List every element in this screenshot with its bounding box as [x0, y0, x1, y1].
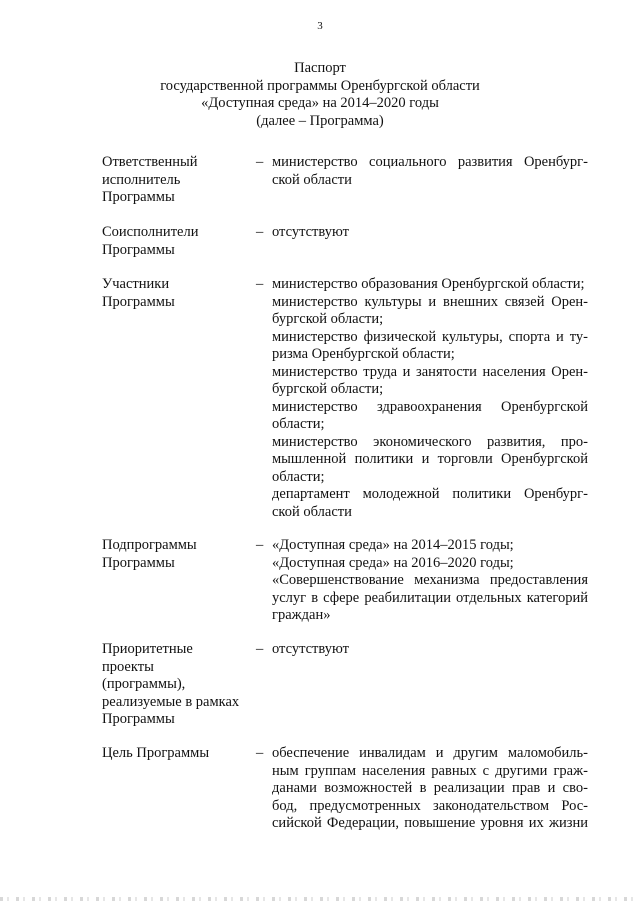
word: политики: [452, 486, 512, 502]
word: Оренбургской: [501, 451, 588, 467]
word: политики: [354, 451, 414, 467]
word: министерство: [272, 363, 358, 380]
word: физической: [363, 328, 437, 345]
value-line: бургской области;: [272, 311, 384, 327]
word: культуры,: [442, 328, 503, 345]
word: отдельных: [456, 589, 522, 606]
word: с: [482, 762, 490, 779]
value-line: «Доступная среда» на 2016–2020 годы;: [272, 554, 514, 571]
scan-artifact-line: [0, 897, 640, 901]
dash-separator: –: [256, 537, 264, 553]
value-line: [272, 745, 588, 763]
row-value: [272, 276, 588, 521]
word: занятости: [416, 363, 477, 380]
label-line: реализуемые в рамках: [102, 693, 240, 710]
title-line: «Доступная среда» на 2014–2020 годы: [201, 95, 439, 111]
word: ту-: [569, 328, 588, 345]
value-line: [272, 329, 588, 347]
dash-separator: –: [256, 745, 264, 761]
word: департамент: [272, 486, 350, 502]
value-line: отсутствуют: [272, 641, 349, 657]
word: инвалидам: [359, 745, 426, 761]
word: культуры: [364, 293, 422, 310]
title-line: государственной программы Оренбургской области: [160, 77, 480, 94]
word: бод,: [272, 797, 298, 814]
word: прав: [511, 780, 541, 796]
label-line: Подпрограммы: [102, 537, 197, 553]
word: и: [556, 328, 564, 345]
word: данами: [272, 780, 317, 796]
label-line: Соисполнители: [102, 224, 199, 240]
label-line: Программы: [102, 711, 175, 727]
label-line: Приоритетные: [102, 641, 193, 657]
word: маломобиль-: [507, 745, 588, 761]
dash-separator: –: [256, 276, 264, 292]
word: Орен-: [551, 363, 588, 380]
word: повышение: [404, 815, 476, 831]
word: развития: [457, 154, 513, 170]
word: министерство: [272, 328, 358, 345]
word: возможностей: [324, 780, 413, 796]
word: социального: [369, 154, 447, 170]
word: про-: [560, 433, 588, 450]
value-line: [272, 798, 588, 816]
word: предоставления: [489, 572, 588, 588]
value-line: [272, 434, 588, 452]
word: Рос-: [561, 797, 588, 814]
word: населения: [362, 762, 426, 779]
word: сво-: [562, 780, 588, 796]
row-value: [272, 154, 588, 189]
word: другими: [495, 762, 548, 779]
word: жизни: [548, 815, 588, 831]
word: здравоохранения: [376, 398, 482, 415]
word: сфере: [323, 589, 360, 606]
word: труда: [363, 363, 398, 380]
value-line: ской области: [272, 171, 352, 188]
value-line: [272, 590, 588, 608]
word: министерство: [272, 154, 358, 170]
value-line: бургской области;: [272, 381, 384, 397]
word: их: [528, 815, 544, 831]
label-line: Программы: [102, 241, 175, 258]
word: населения: [482, 363, 546, 380]
word: и: [435, 745, 444, 761]
word: министерство: [272, 433, 358, 450]
value-line: области;: [272, 468, 325, 485]
word: услуг: [272, 589, 307, 606]
row-value: [272, 224, 588, 242]
label-line: Ответственный: [102, 154, 198, 170]
word: Федерации,: [326, 815, 400, 831]
value-line: [272, 815, 588, 833]
word: мышленной: [272, 451, 347, 467]
word: предусмотренных: [309, 797, 421, 814]
word: Оренбург-: [523, 154, 588, 170]
word: и: [421, 451, 430, 467]
word: в: [419, 780, 427, 796]
word: равных: [431, 762, 477, 779]
row-value: [272, 641, 588, 659]
word: спорта: [508, 328, 551, 345]
word: Орен-: [551, 293, 588, 310]
word: Оренбургской: [501, 398, 588, 415]
word: молодежной: [362, 486, 440, 502]
value-line: области;: [272, 416, 325, 432]
row-label: [102, 276, 250, 311]
word: и: [547, 780, 556, 796]
value-line: ской области: [272, 503, 352, 520]
word: в: [311, 589, 319, 606]
label-line: исполнитель: [102, 171, 181, 188]
word: обеспечение: [272, 745, 350, 761]
word: развития,: [487, 433, 546, 450]
row-value: [272, 745, 588, 833]
word: и: [402, 363, 411, 380]
title-line: Паспорт: [294, 60, 346, 76]
value-line: [272, 763, 588, 781]
label-line: проекты: [102, 658, 154, 675]
word: министерство: [272, 398, 358, 415]
label-line: Программы: [102, 554, 175, 571]
value-line: [272, 780, 588, 798]
word: ным: [272, 762, 299, 779]
word: другим: [453, 745, 498, 761]
value-line: [272, 294, 588, 312]
row-label: [102, 745, 250, 763]
row-value: [272, 537, 588, 625]
value-line: граждан»: [272, 607, 331, 623]
document-title: [0, 60, 640, 130]
value-line: [272, 451, 588, 469]
page-number: 3: [317, 20, 323, 32]
value-line: отсутствуют: [272, 224, 349, 240]
word: реабилитации: [364, 589, 451, 606]
word: сийской: [272, 815, 322, 831]
value-line: [272, 486, 588, 504]
value-line: [272, 364, 588, 382]
label-line: Программы: [102, 189, 175, 205]
value-line: «Доступная среда» на 2014–2015 годы;: [272, 537, 514, 553]
row-label: [102, 154, 250, 207]
word: внешних: [442, 293, 498, 310]
dash-separator: –: [256, 154, 264, 170]
dash-separator: –: [256, 224, 264, 240]
word: группам: [304, 762, 357, 779]
value-line: [272, 399, 588, 417]
row-label: [102, 537, 250, 572]
word: граж-: [553, 762, 588, 779]
row-label: [102, 224, 250, 259]
word: экономического: [373, 433, 472, 450]
word: категорий: [526, 589, 588, 606]
word: связей: [504, 293, 545, 310]
word: законодательством: [433, 797, 550, 814]
label-line: (программы),: [102, 676, 186, 692]
word: механизма: [414, 572, 480, 588]
word: «Совершенствование: [272, 572, 404, 588]
word: и: [428, 293, 437, 310]
word: Оренбург-: [523, 486, 588, 502]
value-line: [272, 154, 588, 172]
word: реализации: [433, 780, 505, 796]
title-line: (далее – Программа): [256, 112, 384, 129]
word: уровня: [480, 815, 524, 831]
word: министерство: [272, 293, 358, 310]
value-line: [272, 572, 588, 590]
value-line: ризма Оренбургской области;: [272, 346, 455, 362]
dash-separator: –: [256, 641, 264, 657]
label-line: Цель Программы: [102, 745, 210, 761]
value-line: министерство образования Оренбургской области;: [272, 276, 585, 292]
label-line: Программы: [102, 293, 175, 310]
word: торговли: [437, 451, 493, 467]
row-label: [102, 641, 250, 729]
label-line: Участники: [102, 276, 170, 292]
